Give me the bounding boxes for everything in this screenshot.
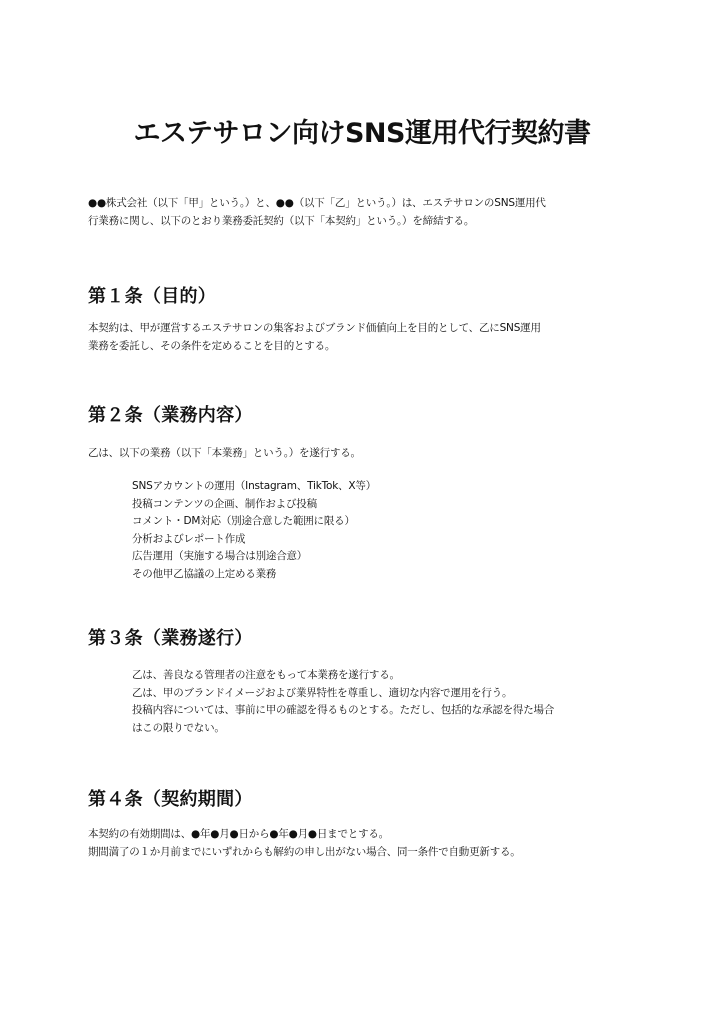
- preamble-line: ●●株式会社（以下「甲」という。）と、●●（以下「乙」という。）は、エステサロンのSNS運用代: [88, 197, 546, 209]
- document-title: エステサロン向けSNS運用代行契約書: [133, 118, 591, 149]
- list-item: 広告運用（実施する場合は別途合意）: [132, 550, 308, 562]
- article-3-body: [132, 667, 642, 737]
- preamble-line: 行業務に関し、以下のとおり業務委託契約（以下「本契約」という。）を締結する。: [88, 214, 475, 227]
- article-2-item-list: [132, 478, 376, 583]
- article-2-heading: 第２条（業務内容）: [88, 405, 253, 426]
- article-4-body: [88, 826, 648, 861]
- article-3-line: 乙は、甲のブランドイメージおよび業界特性を尊重し、適切な内容で運用を行う。: [132, 686, 513, 699]
- list-item: 投稿コンテンツの企画、制作および投稿: [132, 497, 317, 510]
- article-1-body: [88, 320, 648, 355]
- article-1-line: 本契約は、甲が運営するエステサロンの集客およびブランド価値向上を目的として、乙にSNS運用: [88, 322, 541, 334]
- article-4-heading: 第４条（契約期間）: [88, 789, 253, 810]
- article-3-heading: 第３条（業務遂行）: [88, 628, 253, 649]
- list-item: その他甲乙協議の上定める業務: [132, 567, 277, 580]
- article-3-line: 乙は、善良なる管理者の注意をもって本業務を遂行する。: [132, 669, 400, 681]
- article-4-line: 期間満了の１か月前までにいずれからも解約の申し出がない場合、同一条件で自動更新する。: [88, 845, 521, 858]
- list-item: コメント・DM対応（別途合意した範囲に限る）: [132, 515, 355, 527]
- list-item: SNSアカウントの運用（Instagram、TikTok、X等）: [132, 480, 377, 492]
- preamble: [88, 195, 648, 230]
- article-1-line: 業務を委託し、その条件を定めることを目的とする。: [88, 339, 336, 352]
- article-3-line: 投稿内容については、事前に甲の確認を得るものとする。ただし、包括的な承認を得た場合: [132, 704, 555, 716]
- article-2-body: [88, 445, 648, 463]
- article-2-line: 乙は、以下の業務（以下「本業務」という。）を遂行する。: [88, 447, 361, 459]
- article-1-heading: 第１条（目的）: [88, 286, 217, 307]
- article-3-line: はこの限りでない。: [132, 721, 225, 734]
- article-4-line: 本契約の有効期間は、●年●月●日から●年●月●日までとする。: [88, 828, 389, 840]
- list-item: 分析およびレポート作成: [132, 532, 246, 545]
